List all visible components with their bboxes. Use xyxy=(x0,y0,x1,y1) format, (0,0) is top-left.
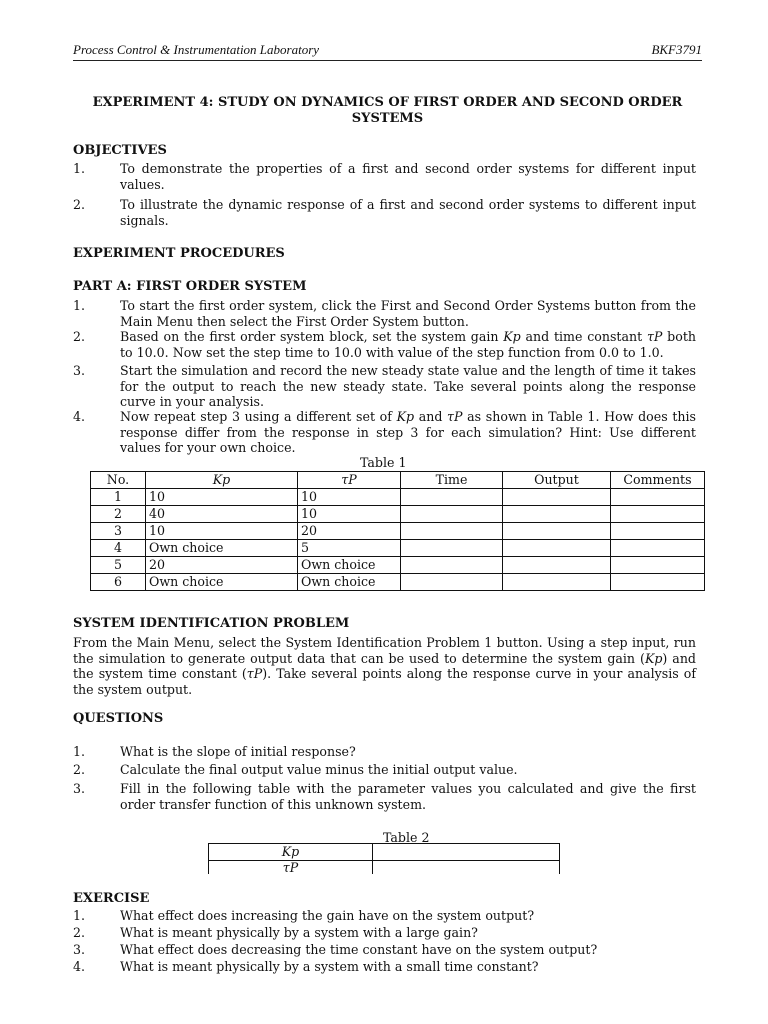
table-1-caption: Table 1 xyxy=(360,455,407,470)
column-header: No. xyxy=(91,472,146,489)
table-cell: 6 xyxy=(91,574,146,591)
sysid-paragraph: From the Main Menu, select the System Identification Problem 1 button. Using a step input, run the simulation to generate output data that can be used to determine the system gain (Kp) and the system time constant (τP). Take several points along the response curve in your analysis of the system output. xyxy=(73,635,696,697)
table-cell xyxy=(503,489,611,506)
table-cell xyxy=(401,557,503,574)
table-2-caption: Table 2 xyxy=(383,830,430,845)
table-row xyxy=(91,506,705,523)
objective-item xyxy=(73,161,696,192)
table-cell: 40 xyxy=(146,506,298,523)
table-cell xyxy=(373,861,560,875)
step-text: Start the simulation and record the new steady state value and the length of time it takes for the output to reach the new steady state. Take several points along the response curve in your analysis. xyxy=(120,363,696,409)
objective-item xyxy=(73,197,696,228)
objectives-heading: OBJECTIVES xyxy=(73,143,167,158)
table-cell: Own choice xyxy=(298,574,401,591)
exercise-text: What effect does decreasing the time constant have on the system output? xyxy=(120,942,598,957)
exercise-number: 3. xyxy=(73,942,86,957)
table-cell: Own choice xyxy=(146,540,298,557)
table-cell: 10 xyxy=(146,523,298,540)
table-cell: 10 xyxy=(298,489,401,506)
header-course-code: BKF3791 xyxy=(651,42,702,57)
table-row xyxy=(91,574,705,591)
table-1 xyxy=(90,471,705,591)
kp-symbol: Kp xyxy=(644,650,663,666)
table-cell: Own choice xyxy=(146,574,298,591)
page-header xyxy=(73,42,702,61)
kp-symbol: Kp xyxy=(503,329,521,344)
table-cell xyxy=(503,523,611,540)
table-cell xyxy=(503,506,611,523)
question-text: What is the slope of initial response? xyxy=(120,744,356,759)
experiment-title xyxy=(73,95,702,127)
table-cell xyxy=(611,574,705,591)
column-header: τP xyxy=(298,472,401,489)
step-text: Based on the first order system block, set the system gain Kp and time constant τP both to 10.0. Now set the step time to 10.0 with value of the step function from 0.0 to 1.0. xyxy=(120,329,696,360)
table-row xyxy=(91,540,705,557)
column-header: Comments xyxy=(611,472,705,489)
title-line-2: SYSTEMS xyxy=(351,111,424,126)
procedures-heading: EXPERIMENT PROCEDURES xyxy=(73,246,285,261)
table-cell xyxy=(373,844,560,861)
objective-text: To illustrate the dynamic response of a first and second order systems to different input signals. xyxy=(120,197,696,228)
table-cell: 5 xyxy=(91,557,146,574)
table-row xyxy=(209,861,560,875)
question-item xyxy=(73,781,696,812)
question-number: 1. xyxy=(73,744,86,759)
exercise-text: What is meant physically by a system with a small time constant? xyxy=(120,959,539,974)
objective-number: 2. xyxy=(73,197,86,212)
tau-symbol: τP xyxy=(447,409,463,424)
question-number: 2. xyxy=(73,762,86,777)
exercise-item xyxy=(73,908,696,924)
column-header: Kp xyxy=(146,472,298,489)
step-text: To start the first order system, click the First and Second Order Systems button from the Main Menu then select the First Order System button. xyxy=(120,298,696,329)
objective-text: To demonstrate the properties of a first and second order systems for different input values. xyxy=(120,161,696,192)
table-row xyxy=(209,844,560,861)
step-number: 2. xyxy=(73,329,86,344)
kp-symbol: Kp xyxy=(396,409,415,424)
table-1-header-row xyxy=(91,472,705,489)
step-text: Now repeat step 3 using a different set of Kp and τP as shown in Table 1. How does this response differ from the response in step 3 for each simulation? Hint: Use different values for your own choice. xyxy=(120,409,696,455)
table-cell xyxy=(401,523,503,540)
exercise-number: 4. xyxy=(73,959,86,974)
procedure-step xyxy=(73,409,696,456)
table-cell xyxy=(611,506,705,523)
table-cell xyxy=(401,506,503,523)
title-line-1: EXPERIMENT 4: STUDY ON DYNAMICS OF FIRST ORDER AND SECOND ORDER xyxy=(92,95,683,110)
table-row xyxy=(91,557,705,574)
exercise-item xyxy=(73,925,696,941)
procedure-step xyxy=(73,329,696,360)
table-cell: Kp xyxy=(209,844,373,861)
exercise-number: 1. xyxy=(73,908,86,923)
table-cell: 3 xyxy=(91,523,146,540)
table-cell: Own choice xyxy=(298,557,401,574)
procedure-step xyxy=(73,363,696,410)
table-cell xyxy=(611,540,705,557)
table-row xyxy=(91,523,705,540)
table-cell xyxy=(401,540,503,557)
header-lab-name: Process Control & Instrumentation Laboratory xyxy=(73,42,320,57)
tau-symbol: τP xyxy=(246,666,263,681)
table-cell xyxy=(401,489,503,506)
exercise-text: What is meant physically by a system with a large gain? xyxy=(120,925,478,940)
sysid-heading: SYSTEM IDENTIFICATION PROBLEM xyxy=(73,616,350,631)
step-number: 1. xyxy=(73,298,86,313)
table-cell xyxy=(611,489,705,506)
table-cell: τP xyxy=(209,861,373,875)
exercise-item xyxy=(73,959,696,975)
question-item xyxy=(73,762,696,778)
procedure-step xyxy=(73,298,696,329)
questions-heading: QUESTIONS xyxy=(73,711,164,726)
exercise-item xyxy=(73,942,696,958)
table-cell: 20 xyxy=(146,557,298,574)
exercise-number: 2. xyxy=(73,925,86,940)
question-item xyxy=(73,744,696,760)
objective-number: 1. xyxy=(73,161,86,176)
question-number: 3. xyxy=(73,781,86,796)
table-cell xyxy=(503,574,611,591)
table-row xyxy=(91,489,705,506)
table-cell: 20 xyxy=(298,523,401,540)
table-cell xyxy=(503,557,611,574)
table-cell xyxy=(401,574,503,591)
table-cell: 10 xyxy=(298,506,401,523)
table-cell: 2 xyxy=(91,506,146,523)
question-text: Calculate the final output value minus the initial output value. xyxy=(120,762,518,777)
exercise-heading: EXERCISE xyxy=(73,891,150,906)
table-cell: 1 xyxy=(91,489,146,506)
table-cell xyxy=(611,557,705,574)
column-header: Time xyxy=(401,472,503,489)
step-number: 3. xyxy=(73,363,86,378)
table-cell: 5 xyxy=(298,540,401,557)
column-header: Output xyxy=(503,472,611,489)
tau-symbol: τP xyxy=(646,329,663,344)
part-a-heading: PART A: FIRST ORDER SYSTEM xyxy=(73,279,307,294)
table-cell: 10 xyxy=(146,489,298,506)
exercise-text: What effect does increasing the gain have on the system output? xyxy=(120,908,535,923)
table-2 xyxy=(208,843,560,874)
step-number: 4. xyxy=(73,409,86,424)
table-cell: 4 xyxy=(91,540,146,557)
table-cell xyxy=(611,523,705,540)
question-text: Fill in the following table with the parameter values you calculated and give the first order transfer function of this unknown system. xyxy=(120,781,696,812)
table-cell xyxy=(503,540,611,557)
